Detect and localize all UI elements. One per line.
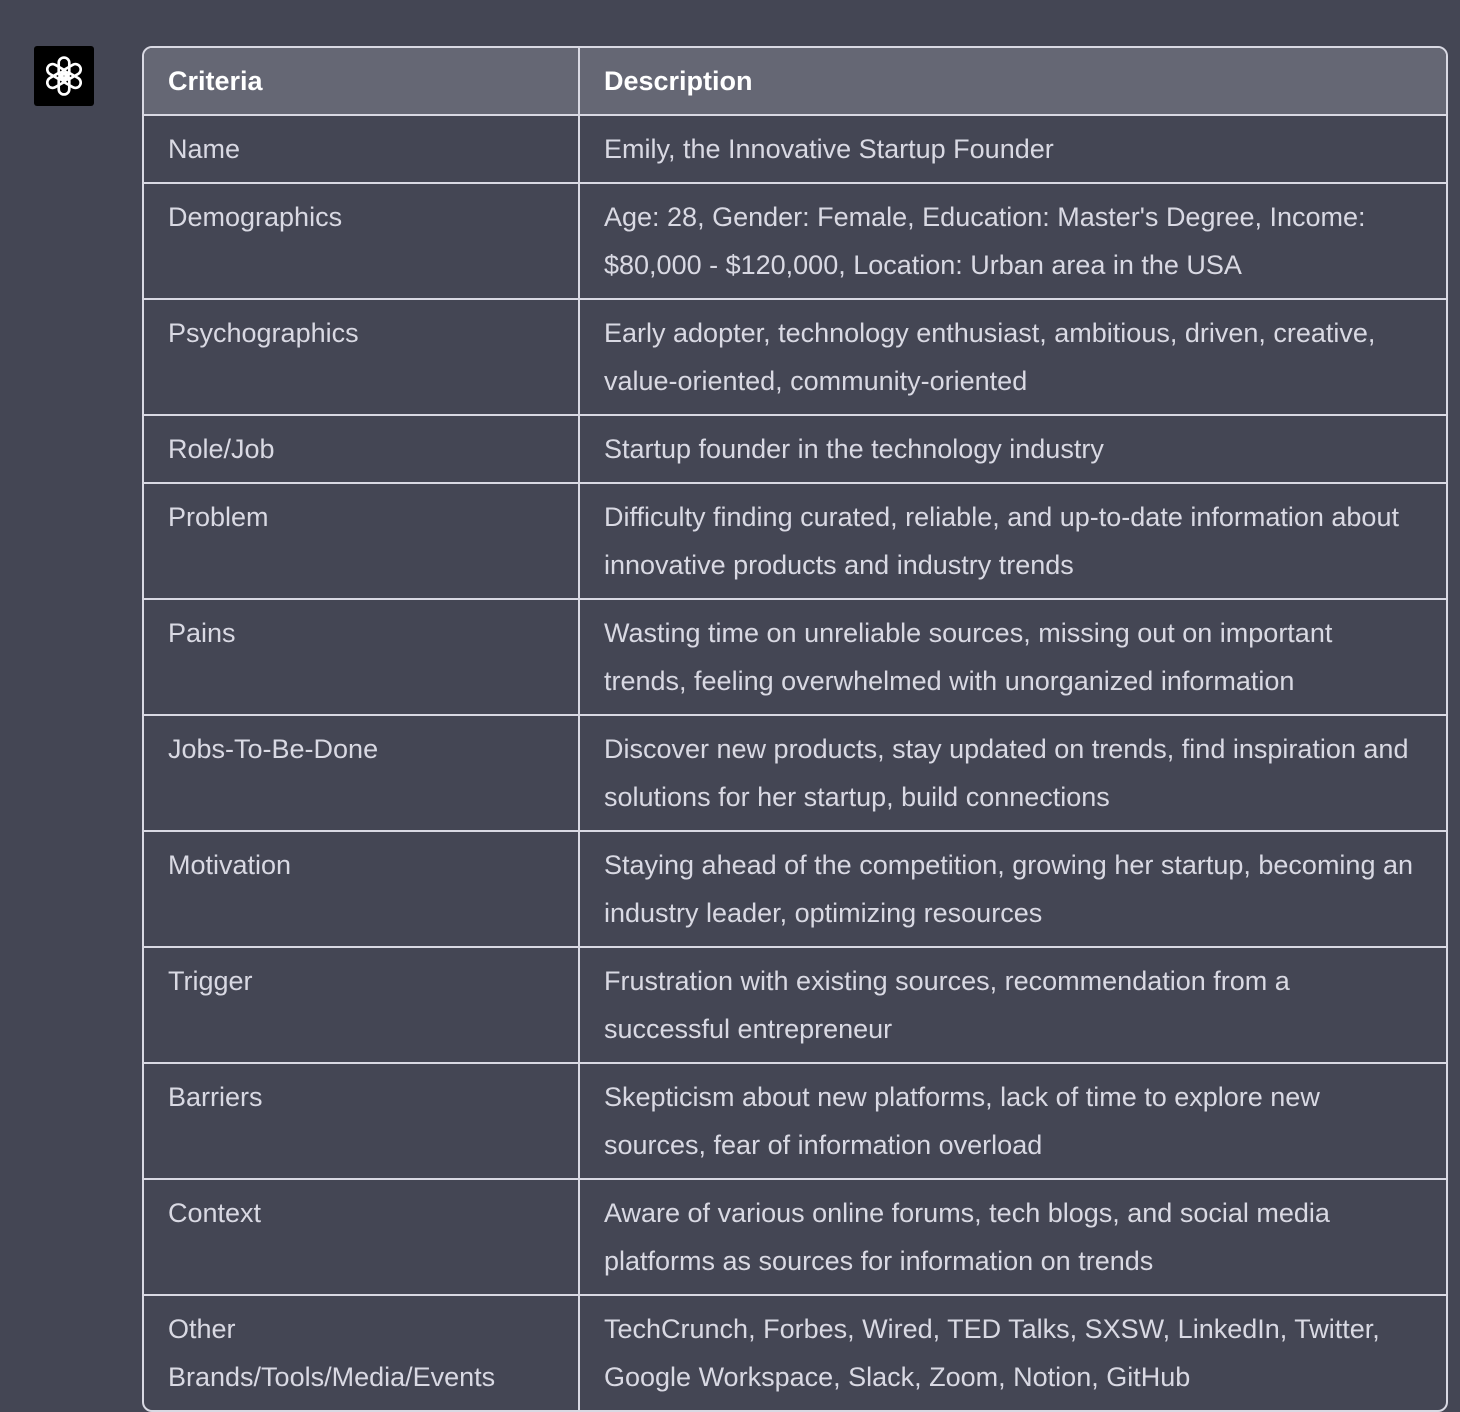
table-row [144, 1063, 1446, 1179]
table-row [144, 1179, 1446, 1295]
criteria-cell: Barriers [144, 1063, 579, 1179]
description-cell: Wasting time on unreliable sources, missing out on important trends, feeling overwhelmed with unorganized information [579, 599, 1446, 715]
description-cell: Staying ahead of the competition, growing her startup, becoming an industry leader, optimizing resources [579, 831, 1446, 947]
criteria-cell: Role/Job [144, 415, 579, 483]
openai-logo-icon [42, 54, 86, 98]
criteria-cell: Motivation [144, 831, 579, 947]
table-row [144, 415, 1446, 483]
header-criteria: Criteria [144, 48, 579, 115]
criteria-cell: Other Brands/Tools/Media/Events [144, 1295, 579, 1410]
table-row [144, 115, 1446, 183]
table-row [144, 1295, 1446, 1410]
persona-table [142, 46, 1448, 1412]
table-row [144, 299, 1446, 415]
description-cell: Early adopter, technology enthusiast, ambitious, driven, creative, value-oriented, community-oriented [579, 299, 1446, 415]
table-header-row [144, 48, 1446, 115]
table-row [144, 183, 1446, 299]
description-cell: Skepticism about new platforms, lack of time to explore new sources, fear of information overload [579, 1063, 1446, 1179]
table-row [144, 599, 1446, 715]
criteria-cell: Context [144, 1179, 579, 1295]
description-cell: Startup founder in the technology industry [579, 415, 1446, 483]
criteria-cell: Trigger [144, 947, 579, 1063]
table-row [144, 715, 1446, 831]
table-row [144, 483, 1446, 599]
criteria-cell: Demographics [144, 183, 579, 299]
description-cell: Discover new products, stay updated on trends, find inspiration and solutions for her startup, build connections [579, 715, 1446, 831]
description-cell: TechCrunch, Forbes, Wired, TED Talks, SXSW, LinkedIn, Twitter, Google Workspace, Slack, Zoom, Notion, GitHub [604, 1314, 1380, 1392]
assistant-avatar [34, 46, 94, 106]
criteria-cell: Jobs-To-Be-Done [144, 715, 579, 831]
criteria-cell: Psychographics [144, 299, 579, 415]
header-description: Description [579, 48, 1446, 115]
criteria-cell: Problem [144, 483, 579, 599]
description-cell: Frustration with existing sources, recommendation from a successful entrepreneur [579, 947, 1446, 1063]
criteria-cell: Name [144, 115, 579, 183]
description-cell: Aware of various online forums, tech blogs, and social media platforms as sources for information on trends [579, 1179, 1446, 1295]
table-row [144, 831, 1446, 947]
description-cell: Age: 28, Gender: Female, Education: Master's Degree, Income: $80,000 - $120,000, Location: Urban area in the USA [579, 183, 1446, 299]
table-row [144, 947, 1446, 1063]
description-cell: Difficulty finding curated, reliable, and up-to-date information about innovative products and industry trends [579, 483, 1446, 599]
description-cell: Emily, the Innovative Startup Founder [579, 115, 1446, 183]
criteria-cell: Pains [144, 599, 579, 715]
